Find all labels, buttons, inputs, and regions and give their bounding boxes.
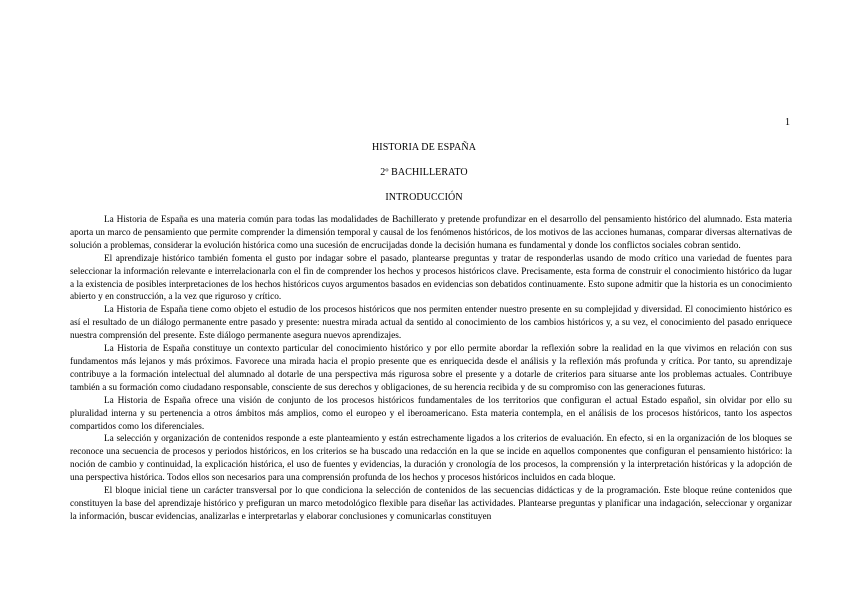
paragraph: La Historia de España ofrece una visión de conjunto de los procesos históricos fundamentales de los territorios que configuran el actual Estado español, sin olvidar por ello su pluralidad interna y su pertenencia a otros ámbitos más amplios, como el europeo y el iberoamericano. Esta materia contempla, en el análisis de los procesos históricos, tanto los aspectos compartidos como los diferenciales. xyxy=(70,395,792,432)
section-heading: INTRODUCCIÓN xyxy=(385,192,463,203)
paragraph: El bloque inicial tiene un carácter transversal por lo que condiciona la selección de contenidos de las secuencias didácticas y de la programación. Este bloque reúne contenidos que constituyen la base del aprendizaje histórico y prefiguran un marco metodológico flexible para diseñar las actividades. Plantearse preguntas y planificar una indagación, seleccionar y organizar la información, buscar evidencias, analizarlas e interpretarlas y elaborar conclusiones y comunicarlas constituyen xyxy=(70,486,792,522)
paragraph: La selección y organización de contenidos responde a este planteamiento y están estrechamente ligados a los criterios de evaluación. En efecto, si en la organización de los bloques se reconoce una secuencia de procesos y periodos históricos, en los criterios se ha buscado una redacción en la que se incide en aquellos componentes que configuran el pensamiento histórico: la noción de cambio y continuidad, la explicación histórica, el uso de fuentes y evidencias, la duración y cronología de los procesos, la comprensión y la interpretación históricas y la adopción de una perspectiva histórica. Todos ellos son necesarios para una comprensión profunda de los hechos y procesos históricos incluidos en cada bloque. xyxy=(70,434,792,484)
paragraph: El aprendizaje histórico también fomenta el gusto por indagar sobre el pasado, plantearse preguntas y tratar de responderlas usando de modo crítico una variedad de fuentes para seleccionar la información relevante e interrelacionarla con el fin de comprender los hechos y procesos históricos clave. Precisamente, esta forma de construir el conocimiento histórico da lugar a la existencia de posibles interpretaciones de los hechos históricos cuyos argumentos basados en evidencias son debatidos continuamente. Esto supone admitir que la historia es un conocimiento abierto y en construcción, a la vez que riguroso y crítico. xyxy=(70,253,792,303)
body-text xyxy=(70,214,792,524)
paragraph: La Historia de España constituye un contexto particular del conocimiento histórico y por ello permite abordar la reflexión sobre la realidad en la que vivimos en relación con sus fundamentos más lejanos y más próximos. Favorece una mirada hacia el propio presente que es enriquecida desde el análisis y la reflexión más profunda y crítica. Por tanto, su aprendizaje contribuye a la formación intelectual del alumnado al dotarle de una perspectiva más rigurosa sobre el presente y a dotarle de criterios para situarse ante los problemas actuales. Contribuye también a su formación como ciudadano responsable, consciente de sus derechos y obligaciones, de su herencia recibida y de su compromiso con las generaciones futuras. xyxy=(70,344,792,393)
paragraph: La Historia de España es una materia común para todas las modalidades de Bachillerato y pretende profundizar en el desarrollo del pensamiento histórico del alumnado. Esta materia aporta un marco de pensamiento que permite comprender la dimensión temporal y causal de los fenómenos históricos, de los motivos de las acciones humanas, comparar diversas alternativas de solución a problemas, considerar la evolución histórica como una sucesión de encrucijadas donde la decisión humana es fundamental y donde los conflictos sociales cobran sentido. xyxy=(70,215,792,251)
paragraph: La Historia de España tiene como objeto el estudio de los procesos históricos que nos permiten entender nuestro presente en su complejidad y diversidad. El conocimiento histórico es así el resultado de un diálogo permanente entre pasado y presente: nuestra mirada actual da sentido al conocimiento de los cambios históricos y, a su vez, el conocimiento del pasado enriquece nuestra comprensión del presente. Este diálogo permanente asegura nuevos aprendizajes. xyxy=(70,305,792,342)
document-title: HISTORIA DE ESPAÑA xyxy=(371,142,477,153)
page-number: 1 xyxy=(785,117,790,128)
course-heading: 2º BACHILLERATO xyxy=(380,167,468,178)
